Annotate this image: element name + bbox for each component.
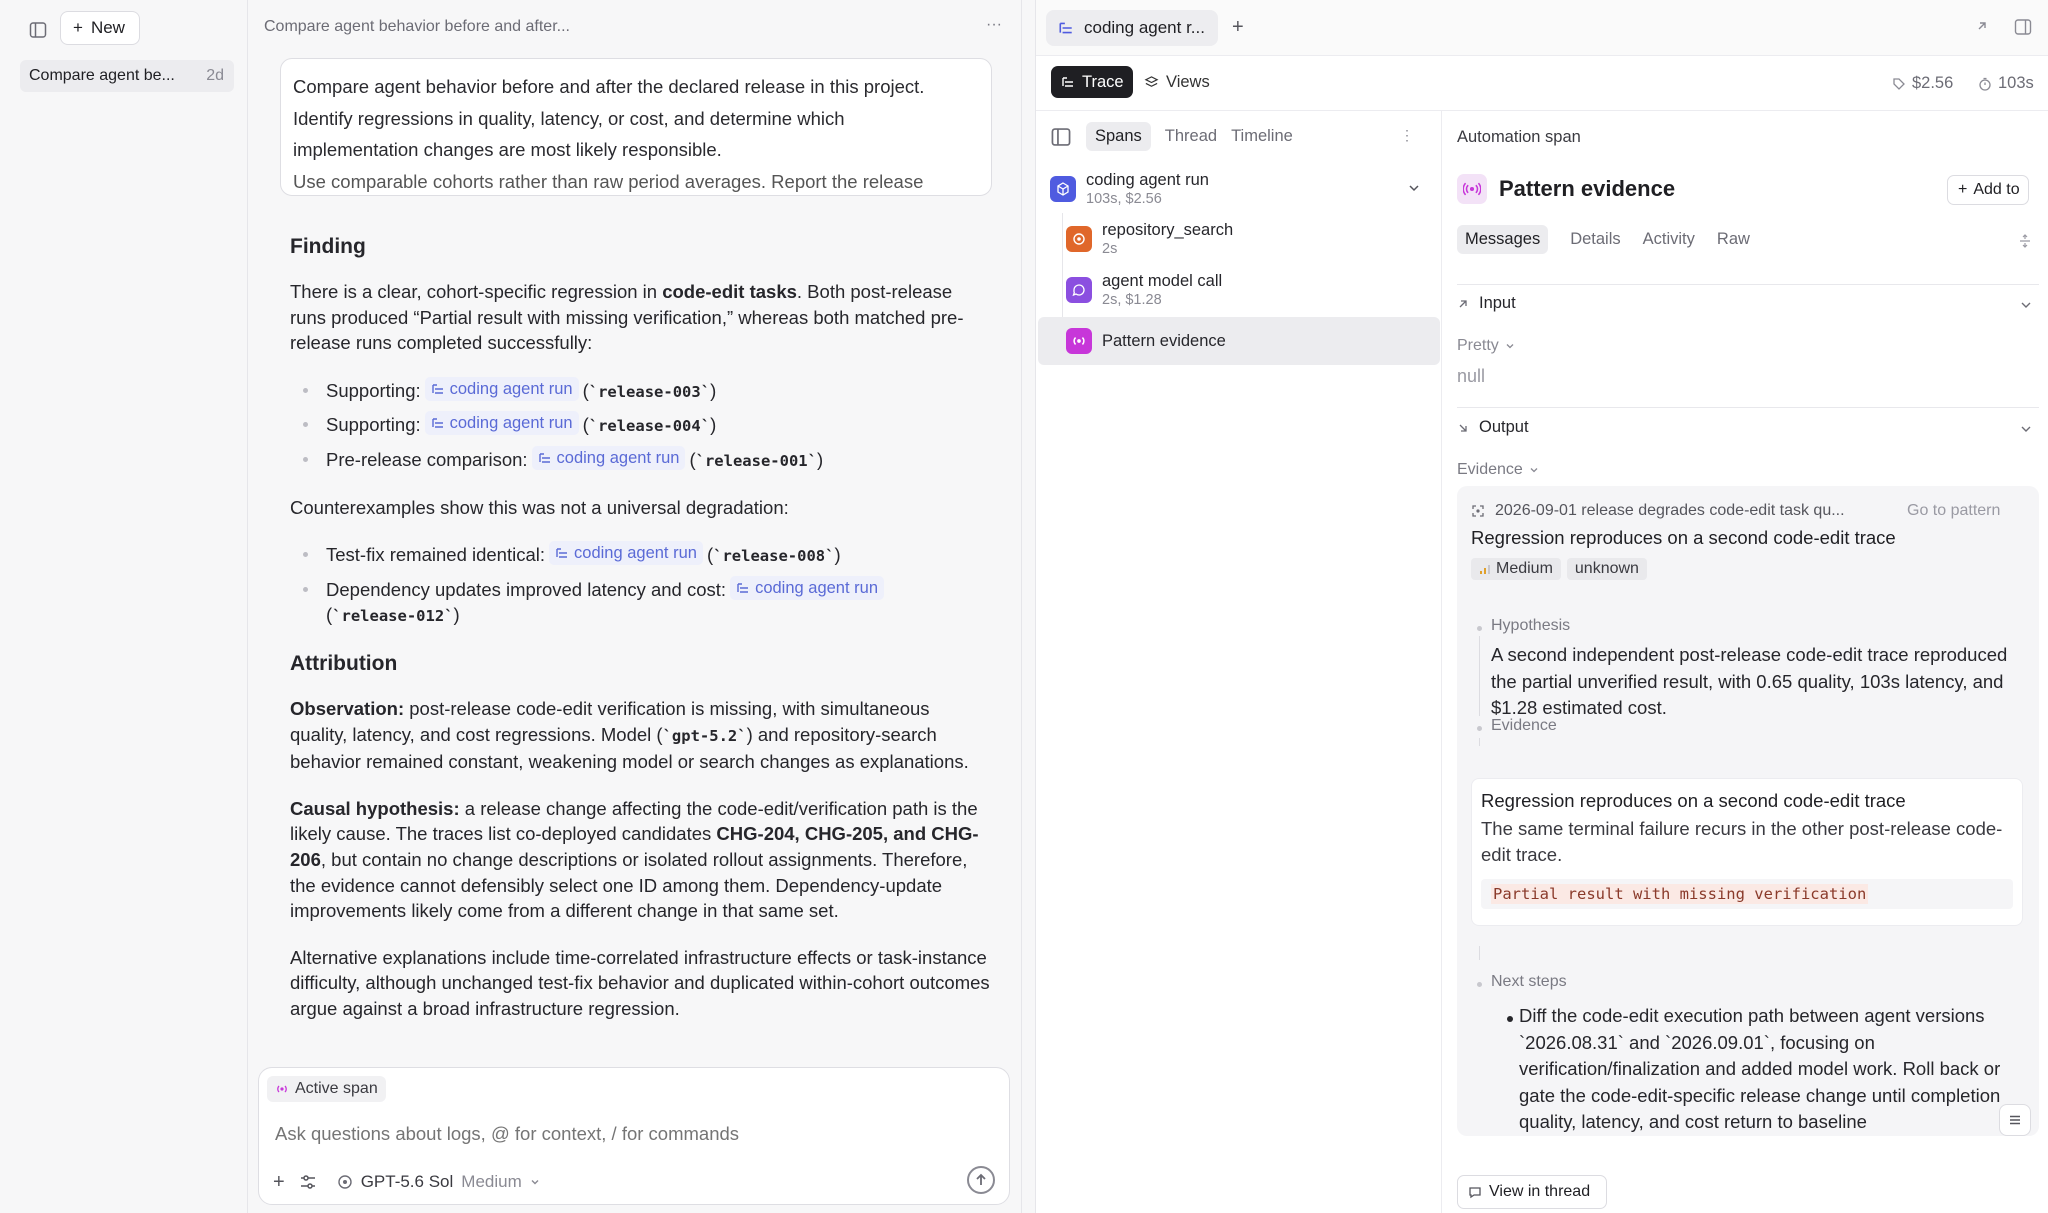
plus-icon: +	[73, 18, 83, 37]
chip-label: coding agent run	[574, 544, 697, 563]
expand-icon[interactable]	[2017, 233, 2033, 249]
trace-icon	[736, 581, 750, 595]
evidence-sub-label: Evidence	[1491, 717, 1557, 734]
active-span-chip[interactable]	[267, 1076, 386, 1102]
arrow-up-icon	[974, 1173, 988, 1187]
supporting-list	[290, 377, 990, 475]
assistant-answer	[290, 225, 990, 1065]
spans-subtabs	[1050, 122, 1293, 151]
inline-code: `release-008`	[713, 547, 835, 566]
prompt-line: Identify regressions in quality, latency, or cost, and determine which	[293, 107, 845, 129]
tag-icon	[1892, 77, 1906, 91]
output-section-header[interactable]	[1457, 418, 1529, 437]
trace-icon	[431, 416, 445, 430]
effort-level: Medium	[461, 1172, 522, 1191]
new-chat-button[interactable]	[60, 11, 140, 45]
trace-view-bar	[1036, 56, 2048, 111]
divider	[1457, 407, 2039, 408]
bullet	[1477, 726, 1482, 731]
cost-value: $2.56	[1912, 74, 1954, 92]
bullet	[1477, 626, 1482, 631]
list-item: Supporting: coding agent run (`release-003`)	[290, 377, 990, 406]
observation-label: Observation:	[290, 697, 405, 719]
evidence-title: Regression reproduces on a second code-edit trace	[1471, 527, 1896, 548]
evidence-card	[1457, 486, 2039, 1136]
tab-thread[interactable]: Thread	[1164, 127, 1218, 145]
more-options-icon[interactable]: ···	[986, 16, 1002, 33]
tab-timeline[interactable]: Timeline	[1231, 127, 1293, 145]
trace-link-chip[interactable]	[425, 377, 579, 401]
observation-text-tail: ) and repository-search behavior remained constant, weakening model or search changes as explanations.	[290, 723, 969, 773]
chip-label: coding agent run	[449, 379, 573, 398]
severity-label: Medium	[1496, 560, 1553, 577]
scan-icon	[1471, 504, 1485, 518]
causal-label: Causal hypothesis:	[290, 797, 460, 819]
list-item: Dependency updates improved latency and cost: coding agent run (`release-012`)	[290, 576, 990, 630]
span-meta: 2s	[1102, 241, 1118, 257]
tab-spans[interactable]: Spans	[1086, 122, 1151, 151]
bullet	[1477, 982, 1482, 987]
trace-link-chip[interactable]	[532, 446, 686, 470]
trace-link-chip[interactable]	[549, 541, 703, 565]
next-steps-text: Diff the code-edit execution path between agent versions `2026.08.31` and `2026.09.01`, focusing on verification/finalization and added model work. Roll back or gate the code-edit-specific release change until completion quality, latency, and cost return to baseline	[1519, 1005, 2001, 1132]
tree-line	[1479, 738, 1480, 746]
trace-cost	[1892, 74, 1953, 93]
span-name: Pattern evidence	[1102, 332, 1226, 350]
list-item-label: Supporting:	[326, 414, 421, 436]
chat-item-age: 2d	[206, 67, 224, 84]
chat-item-title: Compare agent be...	[29, 67, 175, 84]
finding-heading: Finding	[290, 235, 366, 258]
detail-tabs	[1457, 225, 1750, 254]
bullet	[1507, 1016, 1513, 1022]
trace-view-button[interactable]	[1051, 66, 1133, 98]
span-kind: Automation span	[1457, 128, 1581, 146]
inline-code: `release-012`	[332, 607, 454, 626]
hypothesis-label: Hypothesis	[1491, 617, 1571, 634]
observation-text: post-release code-edit verification is missing, with simultaneous quality, latency, and cost regressions. Model (	[290, 697, 930, 745]
causal-ids: CHG-204, CHG-205, and CHG-206	[290, 823, 979, 870]
status-badge: unknown	[1567, 558, 1647, 580]
causal-paragraph	[290, 796, 990, 924]
chevron-down-icon[interactable]	[2020, 299, 2032, 311]
trace-icon	[555, 546, 569, 560]
target-icon	[1066, 226, 1092, 252]
broadcast-icon	[1066, 328, 1092, 354]
trace-tab-bar	[1036, 0, 2048, 56]
trace-icon	[431, 382, 445, 396]
tab-coding-agent-run[interactable]	[1046, 10, 1218, 46]
add-to-label: Add to	[1973, 181, 2020, 198]
finding-text-tail: . Both post-release runs produced “Partial result with missing verification,” whereas both matched pre-release runs completed successfully:	[290, 281, 964, 354]
evidence-item-body: The same terminal failure recurs in the other post-release code-edit trace.	[1481, 818, 2003, 865]
cube-icon	[1050, 176, 1076, 202]
evidence-code-block	[1481, 879, 2013, 909]
chip-label: coding agent run	[755, 578, 878, 597]
tab-raw[interactable]: Raw	[1716, 230, 1750, 248]
broadcast-icon	[275, 1082, 289, 1096]
chat-composer	[258, 1067, 1010, 1205]
input-section-header[interactable]	[1457, 294, 1516, 313]
finding-bold: code-edit tasks	[662, 281, 797, 302]
broadcast-icon	[1457, 174, 1487, 204]
trace-link-chip[interactable]	[730, 576, 884, 600]
active-span-label: Active span	[295, 1080, 378, 1097]
spans-panel	[1036, 111, 1442, 1213]
pattern-line	[1471, 502, 1845, 520]
prompt-line: Use comparable cohorts rather than raw period averages. Report the release	[293, 170, 924, 192]
trace-icon	[1058, 20, 1074, 36]
hypothesis-text: A second independent post-release code-edit trace reproduced the partial unverified result, with 0.65 quality, 103s latency, and $1.28 estimated cost.	[1491, 644, 2008, 718]
chat-bubble-icon	[1066, 277, 1092, 303]
finding-paragraph	[290, 279, 990, 356]
chevron-down-icon	[1505, 341, 1515, 351]
panel-icon[interactable]	[1050, 126, 1072, 148]
signal-bars-icon	[1479, 563, 1491, 575]
evidence-code: Partial result with missing verification	[1493, 885, 1867, 903]
panel-toggle-icon[interactable]	[2014, 18, 2032, 36]
evidence-item-title: Regression reproduces on a second code-edit trace	[1481, 790, 1906, 811]
input-label: Input	[1479, 294, 1516, 312]
span-row[interactable]	[1066, 217, 1426, 261]
counterexamples-list	[290, 541, 990, 630]
chip-label: coding agent run	[449, 414, 573, 433]
chat-panel	[248, 0, 1022, 1213]
attribution-heading: Attribution	[290, 651, 398, 675]
trace-duration	[1978, 74, 2034, 93]
span-meta: 103s, $2.56	[1086, 191, 1162, 207]
span-row-selected[interactable]	[1038, 317, 1440, 365]
span-title-row	[1457, 174, 1675, 204]
evidence-item	[1471, 778, 2023, 926]
pretty-label: Pretty	[1457, 337, 1499, 354]
list-item: Test-fix remained identical: coding agent run (`release-008`)	[290, 541, 990, 570]
evidence-selector[interactable]	[1457, 461, 1539, 479]
composer-toolbar	[273, 1168, 997, 1196]
layers-icon	[1144, 75, 1159, 90]
severity-badge	[1471, 558, 1561, 580]
duration-value: 103s	[1998, 74, 2034, 92]
kebab-menu-icon[interactable]: ⋮	[1400, 127, 1414, 143]
chat-bubble-icon	[1468, 1185, 1482, 1199]
next-steps-label: Next steps	[1491, 973, 1567, 990]
new-chat-label: New	[90, 18, 125, 37]
pretty-selector[interactable]	[1457, 337, 1515, 355]
inline-code: `release-003`	[588, 382, 711, 401]
chat-title: Compare agent behavior before and after...	[264, 18, 570, 35]
tree-line	[1479, 946, 1480, 960]
tab-messages[interactable]: Messages	[1457, 225, 1548, 254]
prompt-line: implementation changes are most likely responsible.	[293, 139, 722, 160]
send-button[interactable]	[967, 1166, 995, 1194]
span-row[interactable]	[1050, 167, 1430, 211]
open-external-icon[interactable]	[1974, 18, 1990, 34]
span-detail-panel	[1442, 111, 2048, 1213]
tab-details[interactable]: Details	[1570, 230, 1621, 248]
chip-label: coding agent run	[556, 448, 680, 467]
list-item-label: Pre-release comparison:	[326, 448, 528, 470]
trace-button-label: Trace	[1082, 72, 1124, 91]
span-name: repository_search	[1102, 221, 1234, 239]
left-sidebar	[0, 0, 248, 1213]
menu-lines-icon[interactable]	[1999, 1104, 2031, 1136]
span-meta: 2s, $1.28	[1102, 292, 1162, 308]
add-to-button[interactable]	[1947, 175, 2029, 205]
user-prompt-bubble	[280, 58, 992, 196]
causal-text: a release change affecting the code-edit/verification path is the likely cause. The traces list co-deployed candidates	[290, 797, 978, 845]
counterexamples-paragraph: Counterexamples show this was not a universal degradation:	[290, 496, 789, 518]
trace-panel	[1035, 0, 2048, 1213]
alternatives-paragraph: Alternative explanations include time-correlated infrastructure effects or task-instance difficulty, although unchanged test-fix behavior and duplicated within-cohort outcomes argue against a broad infrastructure regression.	[290, 946, 990, 1019]
span-row[interactable]	[1066, 268, 1426, 312]
arrow-down-right-icon	[1457, 422, 1469, 434]
inline-code: `release-004`	[588, 417, 711, 436]
chat-input[interactable]	[275, 1120, 995, 1148]
model-icon	[337, 1174, 353, 1190]
output-label: Output	[1479, 418, 1529, 436]
finding-text: There is a clear, cohort-specific regression in	[290, 281, 663, 302]
views-button[interactable]	[1144, 66, 1210, 98]
trace-icon	[1061, 75, 1075, 89]
divider	[1457, 284, 2039, 285]
span-title: Pattern evidence	[1499, 176, 1676, 201]
list-item: Pre-release comparison: coding agent run (`release-001`)	[290, 446, 990, 475]
tab-title: coding agent r...	[1084, 18, 1205, 37]
model-selector[interactable]	[337, 1172, 540, 1192]
list-item-label: Test-fix remained identical:	[326, 544, 546, 566]
observation-paragraph	[290, 696, 990, 775]
causal-text-tail: , but contain no change descriptions or isolated rollout assignments. Therefore, the evidence cannot defensibly select one ID among them. Dependency-update improvements likely come from a different change in that same set.	[290, 848, 968, 922]
attach-plus-icon[interactable]: +	[273, 1170, 285, 1193]
list-item: Supporting: coding agent run (`release-004`)	[290, 411, 990, 440]
views-button-label: Views	[1166, 72, 1210, 91]
chevron-down-icon[interactable]	[2020, 423, 2032, 435]
chevron-down-icon	[530, 1177, 540, 1187]
chevron-down-icon[interactable]	[1408, 182, 1420, 194]
tab-activity[interactable]: Activity	[1642, 230, 1695, 248]
list-item-label: Dependency updates improved latency and cost:	[326, 578, 727, 600]
list-item-label: Supporting:	[326, 379, 421, 401]
plus-icon: +	[1958, 181, 1968, 198]
new-tab-plus-icon[interactable]: +	[1232, 16, 1244, 38]
view-in-thread-button[interactable]	[1457, 1175, 1607, 1209]
tree-line	[1479, 636, 1480, 716]
input-value: null	[1457, 366, 1486, 386]
sidebar-chat-item[interactable]	[20, 60, 234, 92]
timer-icon	[1978, 77, 1992, 91]
inline-code: `release-001`	[695, 451, 817, 470]
view-in-thread-label: View in thread	[1489, 1183, 1591, 1200]
go-to-pattern-link[interactable]: Go to pattern	[1907, 502, 2001, 519]
evidence-badges	[1471, 558, 1647, 580]
span-name: coding agent run	[1086, 171, 1209, 189]
arrow-up-right-icon	[1457, 298, 1469, 310]
pattern-name: 2026-09-01 release degrades code-edit task qu...	[1495, 502, 1845, 519]
evidence-label: Evidence	[1457, 461, 1523, 478]
model-name: GPT-5.6 Sol	[360, 1172, 454, 1191]
prompt-line: Compare agent behavior before and after the declared release in this project.	[293, 76, 925, 97]
chevron-down-icon	[1529, 465, 1539, 475]
trace-icon	[538, 451, 552, 465]
settings-sliders-icon[interactable]	[299, 1173, 317, 1191]
inline-code: `gpt-5.2`	[662, 726, 747, 745]
span-name: agent model call	[1102, 272, 1223, 290]
sidebar-toggle-icon[interactable]	[24, 16, 52, 44]
trace-link-chip[interactable]	[425, 411, 579, 435]
